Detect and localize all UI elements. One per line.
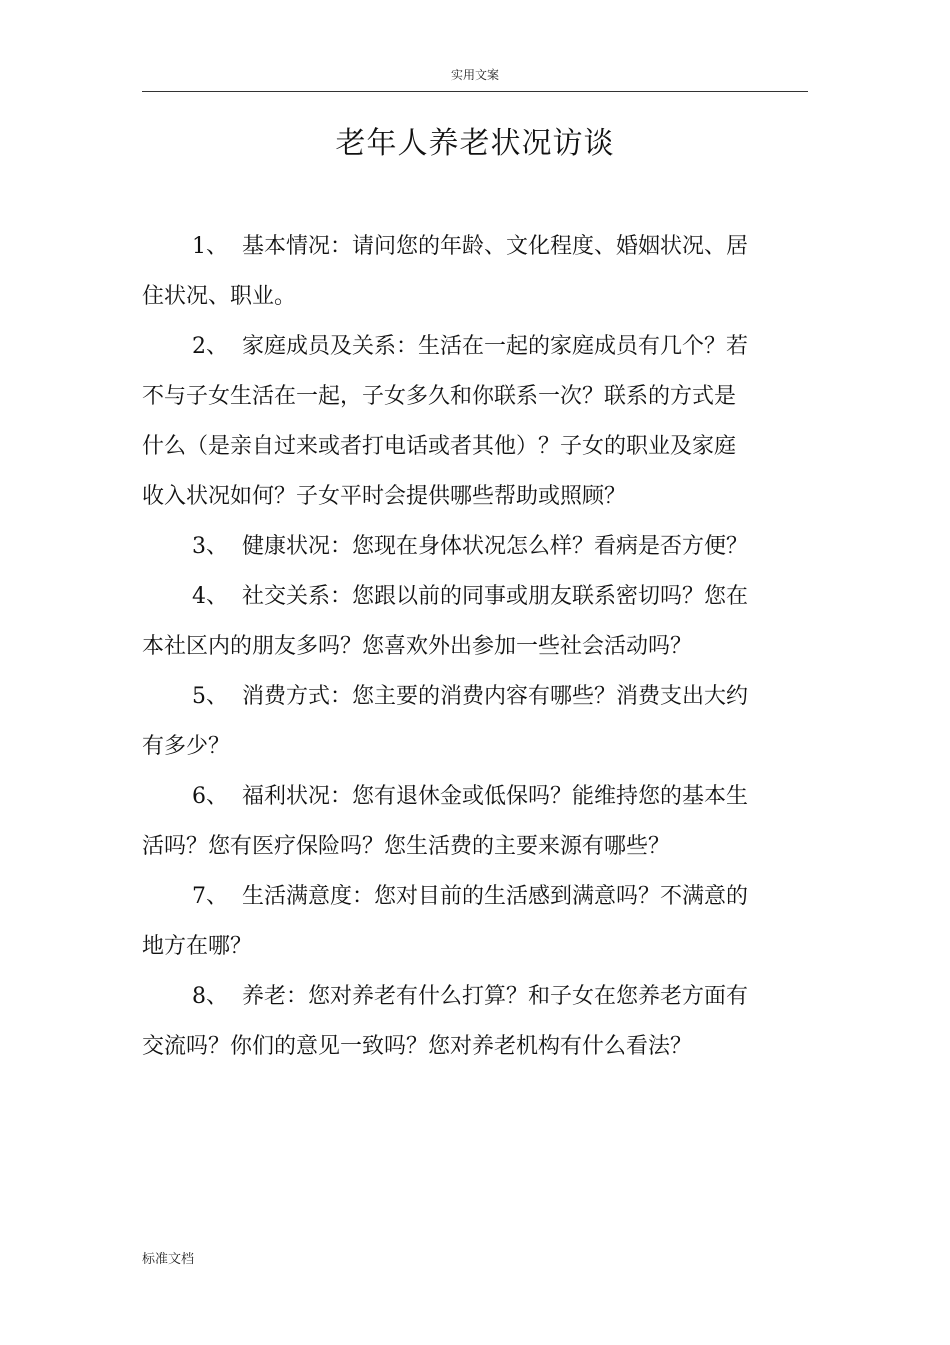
question-number: 8、 — [192, 984, 228, 1009]
question-number: 3、 — [192, 534, 228, 559]
question-number: 1、 — [192, 234, 228, 259]
question-item-4 — [142, 572, 754, 672]
question-text: 消费方式：您主要的消费内容有哪些？消费支出大约有多少？ — [142, 684, 749, 759]
question-item-5 — [142, 672, 754, 772]
question-number: 4、 — [192, 584, 228, 609]
question-item-3 — [142, 522, 754, 572]
question-item-2 — [142, 322, 754, 522]
question-number: 7、 — [192, 884, 228, 909]
question-list — [142, 222, 754, 1072]
question-text: 社交关系：您跟以前的同事或朋友联系密切吗？您在本社区内的朋友多吗？您喜欢外出参加一些社会活动吗？ — [142, 584, 749, 659]
question-item-8 — [142, 972, 754, 1072]
question-text: 养老：您对养老有什么打算？和子女在您养老方面有交流吗？你们的意见一致吗？您对养老机构有什么看法？ — [142, 984, 749, 1059]
question-text: 家庭成员及关系：生活在一起的家庭成员有几个？若不与子女生活在一起，子女多久和你联系一次？联系的方式是什么（是亲自过来或者打电话或者其他）？子女的职业及家庭收入状况如何？子女平时会提供哪些帮助或照顾？ — [142, 334, 749, 509]
question-text: 健康状况：您现在身体状况怎么样？看病是否方便？ — [242, 534, 749, 559]
question-number: 5、 — [192, 684, 228, 709]
document-title: 老年人养老状况访谈 — [335, 126, 615, 161]
question-item-7 — [142, 872, 754, 972]
question-text: 福利状况：您有退休金或低保吗？能维持您的基本生活吗？您有医疗保险吗？您生活费的主要来源有哪些？ — [142, 784, 749, 859]
page-header: 实用文案 — [450, 68, 499, 82]
question-item-1 — [142, 222, 754, 322]
question-item-6 — [142, 772, 754, 872]
page-footer: 标准文档 — [142, 1252, 195, 1267]
question-text: 基本情况：请问您的年龄、文化程度、婚姻状况、居住状况、职业。 — [142, 234, 749, 309]
question-number: 6、 — [192, 784, 228, 809]
question-text: 生活满意度：您对目前的生活感到满意吗？不满意的地方在哪？ — [142, 884, 749, 959]
question-number: 2、 — [192, 334, 228, 359]
header-divider — [142, 91, 808, 92]
